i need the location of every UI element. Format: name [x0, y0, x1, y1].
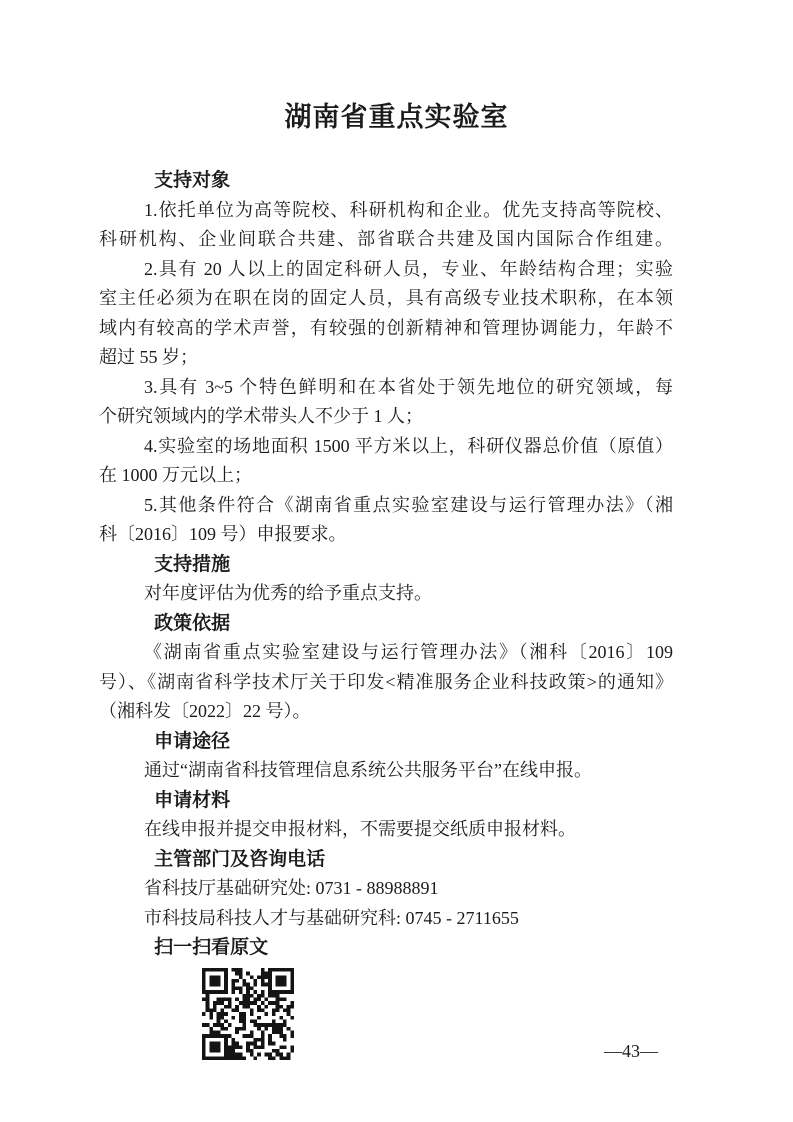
qr-code	[202, 968, 294, 1060]
body-line: 《湖南省重点实验室建设与运行管理办法》（湘科〔2016〕109	[144, 642, 673, 662]
page-number: —43—	[604, 1041, 658, 1061]
body-line: 4.实验室的场地面积 1500 平方米以上，科研仪器总价值（原值）	[144, 435, 673, 456]
heading-application-materials: 申请材料	[154, 789, 231, 811]
contact-phone-line: 市科技局科技人才与基础研究科: 0745 - 2711655	[144, 907, 519, 928]
body-line: 3.具有 3~5 个特色鲜明和在本省处于领先地位的研究领域，每	[144, 376, 673, 397]
body-line: 在 1000 万元以上；	[99, 465, 252, 485]
heading-authority-contacts: 主管部门及咨询电话	[154, 848, 326, 870]
body-line: 1.依托单位为高等院校、科研机构和企业。优先支持高等院校、	[144, 199, 673, 220]
heading-application-channel: 申请途径	[154, 730, 231, 752]
body-line: 5.其他条件符合《湖南省重点实验室建设与运行管理办法》（湘	[144, 494, 673, 515]
document-title: 湖南省重点实验室	[284, 102, 509, 132]
body-line: 科研机构、企业间联合共建、部省联合共建及国内国际合作组建。	[99, 229, 673, 249]
body-line: 在线申报并提交申报材料，不需要提交纸质申报材料。	[144, 819, 576, 839]
body-line: 域内有较高的学术声誉，有较强的创新精神和管理协调能力，年龄不	[99, 317, 673, 338]
heading-support-targets: 支持对象	[154, 170, 231, 191]
body-line: 科〔2016〕109 号）申报要求。	[99, 524, 347, 544]
body-line: 对年度评估为优秀的给予重点支持。	[144, 583, 432, 603]
body-line: （湘科发〔2022〕22 号）。	[99, 701, 311, 721]
heading-support-measures: 支持措施	[154, 553, 231, 575]
contact-phone-line: 省科技厅基础研究处: 0731 - 88988891	[144, 878, 439, 898]
body-line: 个研究领域内的学术带头人不少于 1 人；	[99, 406, 423, 426]
document-body	[99, 166, 673, 963]
body-line: 超过 55 岁；	[99, 347, 198, 367]
heading-scan-original: 扫一扫看原文	[154, 937, 269, 958]
body-line: 室主任必须为在职在岗的固定人员，具有高级专业技术职称，在本领	[99, 288, 673, 308]
heading-policy-basis: 政策依据	[154, 612, 231, 634]
body-line: 2.具有 20 人以上的固定科研人员，专业、年龄结构合理；实验	[144, 258, 673, 279]
body-line: 通过“湖南省科技管理信息系统公共服务平台”在线申报。	[144, 760, 592, 780]
body-line: 号）、《湖南省科学技术厅关于印发<精准服务企业科技政策>的通知》	[99, 671, 673, 692]
